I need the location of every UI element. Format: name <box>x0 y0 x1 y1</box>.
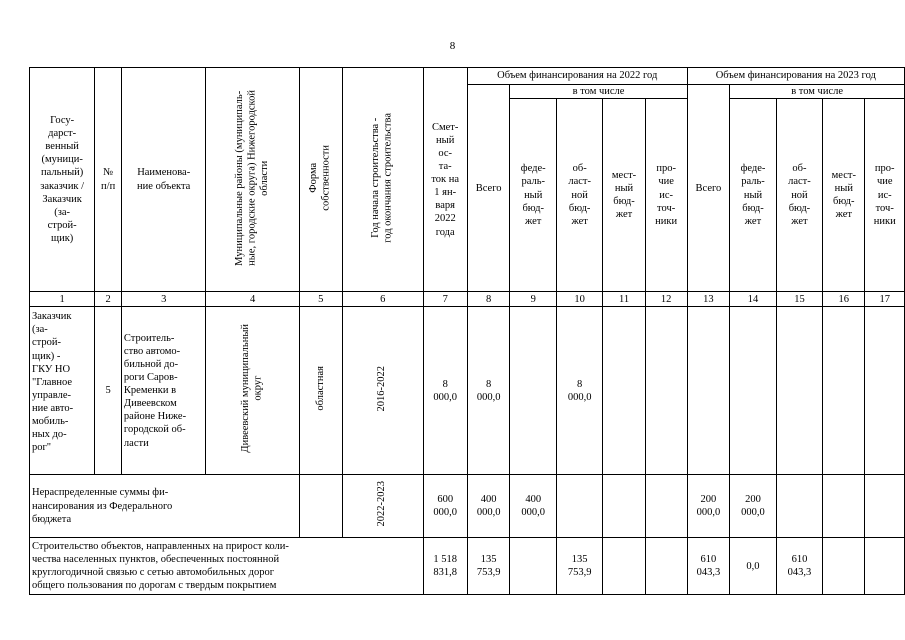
other-2023-cell <box>865 307 905 475</box>
table-row <box>30 538 905 595</box>
unallocated-label-cell: Нераспределенные суммы фи- нансирования из Федерального бюджета <box>30 475 300 538</box>
local-2022-cell <box>603 538 645 595</box>
construction-label-cell: Строительство объектов, направленных на прирост коли- чества населенных пунктов, обеспеченных постоянной круглогодичной связью с сетью автомобильных дорог общего пользования по дорогам с твердым покрытием <box>30 538 424 595</box>
header-financing-2023: Объем финансирования на 2023 год <box>687 68 904 85</box>
header-federal-2022: феде- раль- ный бюд- жет <box>510 99 557 292</box>
col-number: 9 <box>510 292 557 307</box>
column-number-row <box>30 292 905 307</box>
col-number: 15 <box>776 292 822 307</box>
header-ownership: Форма собственности <box>299 68 342 292</box>
regional-2022-cell: 8 000,0 <box>557 307 603 475</box>
header-object-name: Наименова- ние объекта <box>121 68 206 292</box>
header-financing-2022: Объем финансирования на 2022 год <box>467 68 687 85</box>
col-number: 5 <box>299 292 342 307</box>
local-2023-cell <box>823 538 865 595</box>
total-2022-cell: 8 000,0 <box>467 307 510 475</box>
years-cell: 2016-2022 <box>342 307 423 475</box>
col-number: 16 <box>823 292 865 307</box>
col-number: 3 <box>121 292 206 307</box>
other-2023-cell <box>865 538 905 595</box>
ownership-cell <box>299 475 342 538</box>
federal-2023-cell: 200 000,0 <box>730 475 777 538</box>
header-districts: Муниципальные районы (муниципаль- ные, городские округа) Нижегородской области <box>206 68 299 292</box>
regional-2022-cell <box>557 475 603 538</box>
header-local-2022: мест- ный бюд- жет <box>603 99 645 292</box>
balance-cell: 600 000,0 <box>423 475 467 538</box>
header-customer: Госу- дарст- венный (муници- пальный) заказчик / Заказчик (за- строй- щик) <box>30 68 95 292</box>
col-number: 8 <box>467 292 510 307</box>
balance-cell: 1 518 831,8 <box>423 538 467 595</box>
regional-2023-cell <box>776 307 822 475</box>
object-name-cell: Строитель- ство автомо- бильной до- роги Саров- Кременки в Дивеевском районе Ниже- городской об- ласти <box>121 307 206 475</box>
header-including-2023: в том числе <box>730 85 905 99</box>
other-2022-cell <box>645 475 687 538</box>
total-2022-cell: 400 000,0 <box>467 475 510 538</box>
header-regional-2022: об- ласт- ной бюд- жет <box>557 99 603 292</box>
col-number: 17 <box>865 292 905 307</box>
header-other-2022: про- чие ис- точ- ники <box>645 99 687 292</box>
col-number: 2 <box>95 292 122 307</box>
header-estimate-balance: Смет- ный ос- та- ток на 1 ян- варя 2022 года <box>423 68 467 292</box>
col-number: 6 <box>342 292 423 307</box>
other-2022-cell <box>645 538 687 595</box>
header-federal-2023: феде- раль- ный бюд- жет <box>730 99 777 292</box>
total-2023-cell: 610 043,3 <box>687 538 730 595</box>
total-2022-cell: 135 753,9 <box>467 538 510 595</box>
header-other-2023: про- чие ис- точ- ники <box>865 99 905 292</box>
years-cell: 2022-2023 <box>342 475 423 538</box>
local-2023-cell <box>823 307 865 475</box>
other-2023-cell <box>865 475 905 538</box>
total-2023-cell <box>687 307 730 475</box>
regional-2022-cell: 135 753,9 <box>557 538 603 595</box>
financing-table <box>29 67 905 595</box>
local-2023-cell <box>823 475 865 538</box>
col-number: 13 <box>687 292 730 307</box>
col-number: 12 <box>645 292 687 307</box>
col-number: 11 <box>603 292 645 307</box>
other-2022-cell <box>645 307 687 475</box>
federal-2022-cell: 400 000,0 <box>510 475 557 538</box>
header-number: № п/п <box>95 68 122 292</box>
ownership-cell: областная <box>299 307 342 475</box>
col-number: 10 <box>557 292 603 307</box>
table-row <box>30 307 905 475</box>
district-cell: Дивеевский муниципальный округ <box>206 307 299 475</box>
customer-cell: Заказчик (за- строй- щик) - ГКУ НО "Главное управле- ние авто- мобиль- ных до- рог" <box>30 307 95 475</box>
col-number: 14 <box>730 292 777 307</box>
regional-2023-cell <box>776 475 822 538</box>
header-total-2023: Всего <box>687 85 730 292</box>
header-regional-2023: об- ласт- ной бюд- жет <box>776 99 822 292</box>
header-years: Год начала строительства - год окончания строительства <box>342 68 423 292</box>
federal-2023-cell: 0,0 <box>730 538 777 595</box>
federal-2022-cell <box>510 538 557 595</box>
header-local-2023: мест- ный бюд- жет <box>823 99 865 292</box>
col-number: 1 <box>30 292 95 307</box>
balance-cell: 8 000,0 <box>423 307 467 475</box>
row-number-cell: 5 <box>95 307 122 475</box>
local-2022-cell <box>603 475 645 538</box>
federal-2022-cell <box>510 307 557 475</box>
col-number: 7 <box>423 292 467 307</box>
regional-2023-cell: 610 043,3 <box>776 538 822 595</box>
table-row <box>30 475 905 538</box>
page-number: 8 <box>449 40 456 52</box>
col-number: 4 <box>206 292 299 307</box>
header-total-2022: Всего <box>467 85 510 292</box>
federal-2023-cell <box>730 307 777 475</box>
header-including-2022: в том числе <box>510 85 687 99</box>
local-2022-cell <box>603 307 645 475</box>
total-2023-cell: 200 000,0 <box>687 475 730 538</box>
